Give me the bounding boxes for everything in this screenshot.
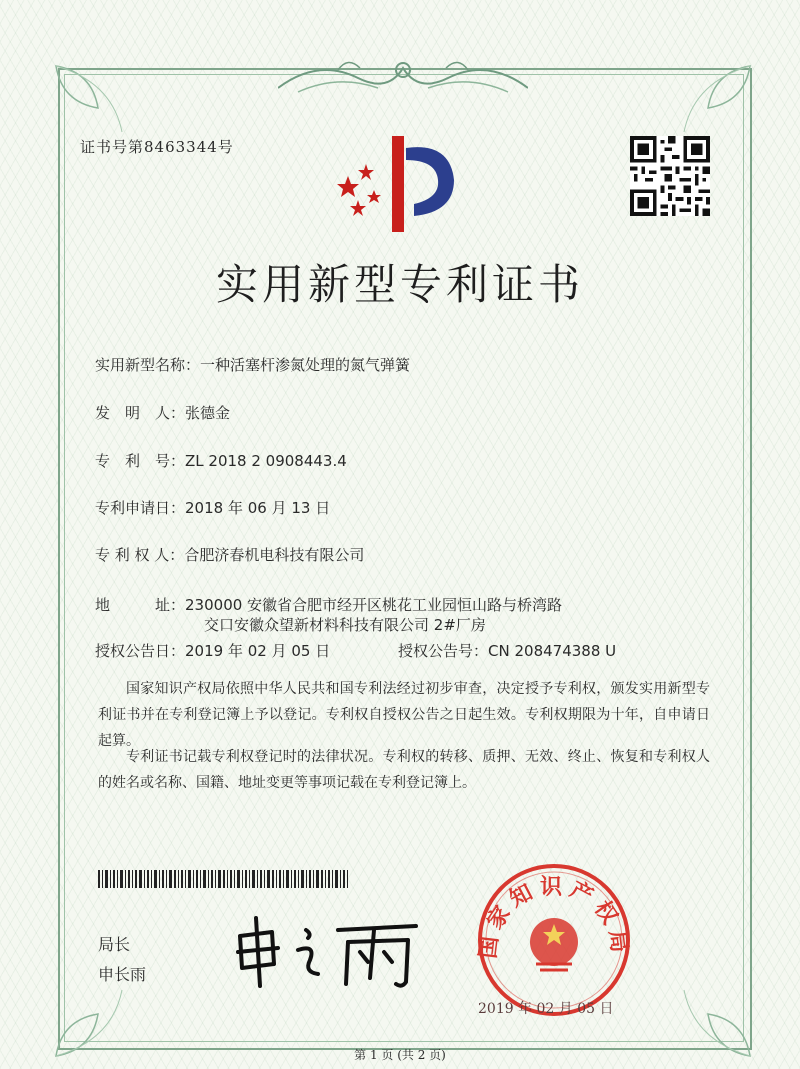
- utility-model-name-label: 实用新型名称：: [95, 356, 201, 374]
- qr-code-icon: [630, 136, 710, 216]
- utility-model-name-value: 一种活塞杆渗氮处理的氮气弹簧: [200, 356, 411, 374]
- top-ornament: [278, 48, 528, 100]
- address-line-2: 交口安徽众望新材料科技有限公司 2#厂房: [204, 616, 486, 634]
- filing-date-label: 专利申请日：: [95, 499, 186, 517]
- patentee-value: 合肥济春机电科技有限公司: [184, 546, 365, 564]
- grant-number-value: CN 208474388 U: [488, 642, 617, 660]
- signer-name: 申长雨: [98, 965, 147, 984]
- address-line-1: 230000 安徽省合肥市经开区桃花工业园恒山路与桥湾路: [185, 596, 563, 614]
- inventor-value: 张德金: [185, 404, 231, 422]
- grant-date-value: 2019 年 02 月 05 日: [185, 642, 331, 660]
- grant-date-label: 授权公告日：: [95, 642, 186, 660]
- signer-title: 局长: [98, 935, 131, 954]
- page-number: 第 1 页 (共 2 页): [354, 1048, 446, 1062]
- field-patent-number: [95, 450, 347, 471]
- field-filing-date: [95, 497, 330, 518]
- field-utility-model-name: [95, 354, 410, 375]
- official-seal-icon: [474, 860, 634, 1020]
- certificate-title: 实用新型专利证书: [215, 260, 584, 309]
- filing-date-value: 2018 年 06 月 13 日: [185, 499, 331, 517]
- seal-text: 国家知识产权局: [475, 875, 633, 960]
- field-address: [95, 594, 562, 615]
- corner-ornament-bottom-right: [644, 950, 754, 1060]
- certificate-number: 证书号第8463344号: [80, 138, 234, 156]
- grant-number-label: 授权公告号：: [398, 642, 489, 660]
- field-inventor: [95, 402, 230, 423]
- field-grant-date: [95, 640, 330, 661]
- statement-paragraph-1: 国家知识产权局依照中华人民共和国专利法经过初步审查，决定授予专利权，颁发实用新型专利证书并在专利登记簿上予以登记。专利权自授权公告之日起生效。专利权期限为十年，自申请日起算。: [98, 681, 710, 749]
- seal-date: 2019 年 02 月 05 日: [478, 1001, 614, 1017]
- barcode-icon: [98, 870, 348, 888]
- statement-paragraph-2: 专利证书记载专利权登记时的法律状况。专利权的转移、质押、无效、终止、恢复和专利权人的姓名或名称、国籍、地址变更等事项记载在专利登记簿上。: [98, 749, 710, 791]
- field-patentee: [95, 544, 364, 565]
- inventor-label: 发 明 人：: [95, 404, 186, 422]
- handwritten-signature-icon: [228, 912, 438, 992]
- patent-number-value: ZL 2018 2 0908443.4: [185, 452, 347, 470]
- address-label: 地 址：: [95, 596, 186, 614]
- cnipa-logo-icon: [330, 128, 470, 238]
- field-grant-number: [398, 640, 616, 661]
- patentee-label: 专 利 权 人：: [95, 546, 185, 564]
- patent-number-label: 专 利 号：: [95, 452, 186, 470]
